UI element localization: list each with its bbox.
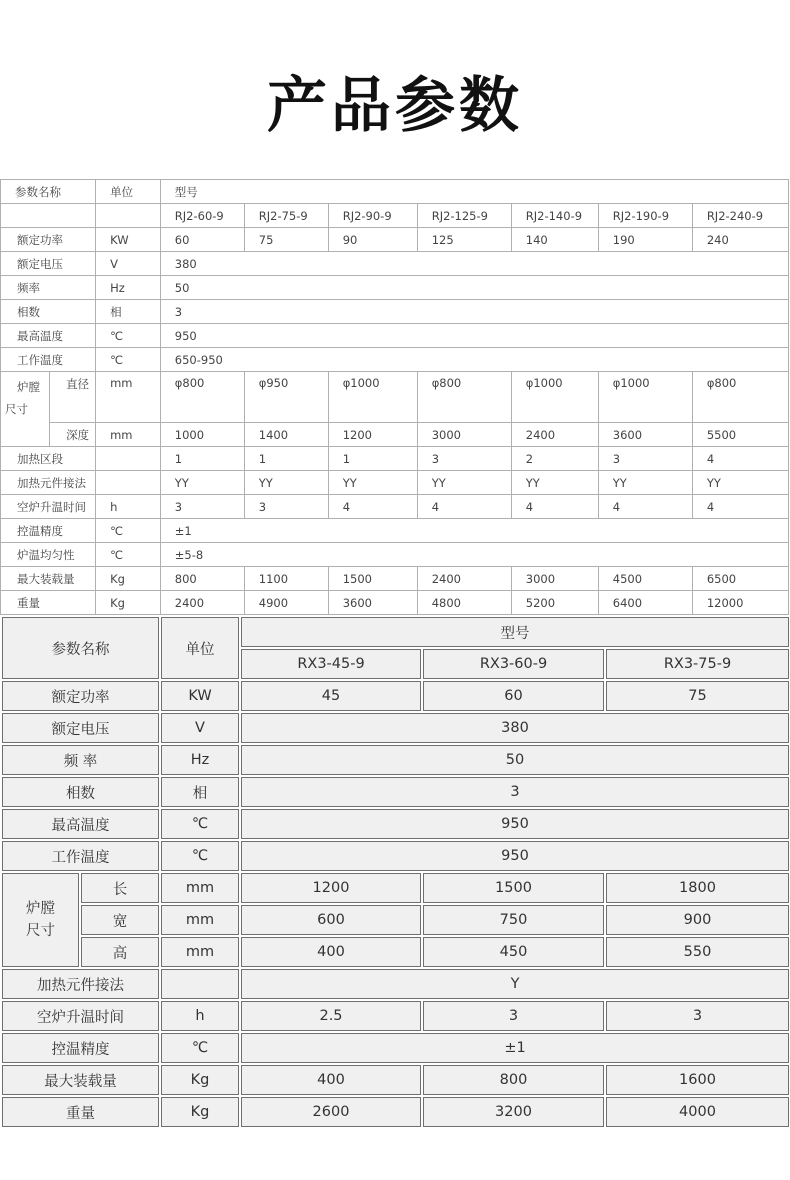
chamber-label [1,872,80,968]
param-value: 650-950 [160,348,788,372]
param-name: 相数 [1,776,160,808]
header-param-name: 参数名称 [1,180,96,204]
model-name: RJ2-125-9 [417,204,511,228]
param-value: 60 [160,228,244,252]
param-unit: ℃ [96,543,161,567]
param-unit: Kg [160,1064,240,1096]
param-value: 4500 [598,567,692,591]
param-value: 3 [417,447,511,471]
param-unit [160,968,240,1000]
param-value: 1000 [160,423,244,447]
chamber-label-a: 炉膛 [17,380,40,394]
param-value: 50 [240,744,790,776]
param-value: 4 [328,495,417,519]
param-value: 450 [422,936,605,968]
param-value: 6400 [598,591,692,615]
param-name: 最大装载量 [1,567,96,591]
chamber-depth-row [1,423,789,447]
param-name: 额定电压 [1,252,96,276]
param-value: 950 [160,324,788,348]
parameter-table-rj2 [0,179,789,615]
table-row [1,447,789,471]
table-row [1,252,789,276]
param-value: 140 [511,228,598,252]
param-value: 90 [328,228,417,252]
param-value: 190 [598,228,692,252]
param-value: 4 [511,495,598,519]
param-value: 380 [160,252,788,276]
param-value: 4 [692,495,788,519]
param-name: 宽 [80,904,160,936]
param-value: 1 [244,447,328,471]
param-unit: mm [160,936,240,968]
param-unit: ℃ [96,348,161,372]
param-value: 1 [328,447,417,471]
param-name: 空炉升温时间 [1,495,96,519]
param-name: 长 [80,872,160,904]
param-value: 3200 [422,1096,605,1128]
chamber-length-row [1,872,790,904]
param-value: φ800 [160,372,244,423]
param-unit: mm [96,423,161,447]
model-name: RX3-75-9 [605,648,790,680]
param-value: 4 [692,447,788,471]
page-title: 产品参数 [267,71,523,141]
param-value: 1400 [244,423,328,447]
param-value: 3 [160,495,244,519]
param-value: 3600 [598,423,692,447]
chamber-label-b: 尺寸 [5,402,28,416]
table-row [1,495,789,519]
param-value: 1500 [422,872,605,904]
param-value: Y [240,968,790,1000]
table-row [1,348,789,372]
param-unit: Kg [96,567,161,591]
param-unit: mm [160,872,240,904]
param-value: YY [511,471,598,495]
param-value: φ950 [244,372,328,423]
param-unit: 相 [96,300,161,324]
param-value: φ1000 [598,372,692,423]
param-name: 工作温度 [1,840,160,872]
table-header-row [1,616,790,648]
param-value: 400 [240,936,422,968]
param-name: 加热元件接法 [1,968,160,1000]
table-row [1,680,790,712]
param-unit: ℃ [96,324,161,348]
table-row [1,776,790,808]
table-row [1,591,789,615]
chamber-label-a: 炉膛 [26,901,55,917]
param-name: 工作温度 [1,348,96,372]
param-name: 重量 [1,591,96,615]
param-unit: ℃ [160,808,240,840]
param-value: 1 [160,447,244,471]
param-value: 50 [160,276,788,300]
param-value: 1500 [328,567,417,591]
param-name: 额定功率 [1,680,160,712]
param-value: YY [328,471,417,495]
param-value: φ800 [692,372,788,423]
empty-cell [1,423,50,447]
model-name: RX3-60-9 [422,648,605,680]
table-row [1,228,789,252]
param-name: 加热区段 [1,447,96,471]
param-name: 最高温度 [1,808,160,840]
param-unit [96,471,161,495]
param-unit: ℃ [96,519,161,543]
chamber-label-b: 尺寸 [26,923,55,939]
empty-cell [96,204,161,228]
param-unit: mm [96,372,161,423]
param-value: 1100 [244,567,328,591]
param-value: 550 [605,936,790,968]
param-unit: Hz [96,276,161,300]
header-unit: 单位 [160,616,240,680]
param-value: 4 [417,495,511,519]
param-value: φ800 [417,372,511,423]
table-row [1,567,789,591]
table-row [1,300,789,324]
model-name: RJ2-240-9 [692,204,788,228]
table-row [1,324,789,348]
param-value: YY [244,471,328,495]
param-value: 950 [240,808,790,840]
param-unit: ℃ [160,840,240,872]
param-value: 1200 [328,423,417,447]
parameter-table-rx3 [0,615,790,1129]
param-unit: mm [160,904,240,936]
param-value: 2600 [240,1096,422,1128]
param-value: 45 [240,680,422,712]
param-value: YY [417,471,511,495]
param-value: 400 [240,1064,422,1096]
table-row [1,1000,790,1032]
param-unit: KW [96,228,161,252]
param-name: 加热元件接法 [1,471,96,495]
param-name: 额定电压 [1,712,160,744]
param-name: 空炉升温时间 [1,1000,160,1032]
table-header-row [1,180,789,204]
param-value: 3 [160,300,788,324]
param-value: 4900 [244,591,328,615]
param-value: 600 [240,904,422,936]
param-unit: Kg [160,1096,240,1128]
param-name: 高 [80,936,160,968]
param-value: YY [692,471,788,495]
param-value: 2.5 [240,1000,422,1032]
param-name: 重量 [1,1096,160,1128]
param-value: 2400 [511,423,598,447]
param-name: 炉温均匀性 [1,543,96,567]
table-row [1,840,790,872]
chamber-label [1,372,50,423]
model-name: RX3-45-9 [240,648,422,680]
param-name: 相数 [1,300,96,324]
param-name: 控温精度 [1,1032,160,1064]
model-name: RJ2-60-9 [160,204,244,228]
param-name: 控温精度 [1,519,96,543]
param-unit: Kg [96,591,161,615]
param-value: 3000 [417,423,511,447]
param-value: φ1000 [511,372,598,423]
param-value: 2 [511,447,598,471]
param-value: ±5-8 [160,543,788,567]
param-unit: h [96,495,161,519]
table-row [1,276,789,300]
param-value: 6500 [692,567,788,591]
param-unit [96,447,161,471]
table-row [1,808,790,840]
model-row [1,204,789,228]
table-row [1,1096,790,1128]
param-value: 800 [422,1064,605,1096]
model-name: RJ2-90-9 [328,204,417,228]
param-value: 5200 [511,591,598,615]
param-value: 3 [422,1000,605,1032]
param-value: 950 [240,840,790,872]
param-value: ±1 [160,519,788,543]
param-value: 12000 [692,591,788,615]
param-value: 380 [240,712,790,744]
chamber-width-row [1,904,790,936]
param-value: 3600 [328,591,417,615]
param-unit: h [160,1000,240,1032]
param-unit: KW [160,680,240,712]
param-unit: 相 [160,776,240,808]
param-unit: V [160,712,240,744]
param-unit: ℃ [160,1032,240,1064]
param-name: 频 率 [1,744,160,776]
model-name: RJ2-75-9 [244,204,328,228]
param-value: 240 [692,228,788,252]
param-value: 4000 [605,1096,790,1128]
table-row [1,712,790,744]
chamber-diameter-row [1,372,789,423]
param-value: 3 [598,447,692,471]
table-row [1,968,790,1000]
table-row [1,744,790,776]
param-value: 3 [240,776,790,808]
model-name: RJ2-140-9 [511,204,598,228]
header-model: 型号 [160,180,788,204]
table-row [1,1032,790,1064]
param-value: 4800 [417,591,511,615]
param-value: 2400 [160,591,244,615]
table-row [1,543,789,567]
table-row [1,1064,790,1096]
param-value: φ1000 [328,372,417,423]
param-value: 3 [605,1000,790,1032]
param-value: 750 [422,904,605,936]
param-name: 频率 [1,276,96,300]
param-name: 直径 [49,372,96,423]
param-value: YY [598,471,692,495]
param-name: 额定功率 [1,228,96,252]
empty-cell [1,204,96,228]
param-value: 2400 [417,567,511,591]
param-value: 1600 [605,1064,790,1096]
param-value: 5500 [692,423,788,447]
param-value: ±1 [240,1032,790,1064]
table-row [1,471,789,495]
param-value: 4 [598,495,692,519]
param-value: 1800 [605,872,790,904]
param-value: 900 [605,904,790,936]
chamber-height-row [1,936,790,968]
param-name: 深度 [49,423,96,447]
header-param-name: 参数名称 [1,616,160,680]
param-unit: Hz [160,744,240,776]
table-row [1,519,789,543]
param-value: 3 [244,495,328,519]
param-name: 最大装载量 [1,1064,160,1096]
param-name: 最高温度 [1,324,96,348]
param-value: 75 [244,228,328,252]
header-unit: 单位 [96,180,161,204]
model-name: RJ2-190-9 [598,204,692,228]
param-value: 1200 [240,872,422,904]
param-value: 75 [605,680,790,712]
param-value: 60 [422,680,605,712]
param-unit: V [96,252,161,276]
param-value: 125 [417,228,511,252]
param-value: 800 [160,567,244,591]
param-value: YY [160,471,244,495]
header-model: 型号 [240,616,790,648]
param-value: 3000 [511,567,598,591]
